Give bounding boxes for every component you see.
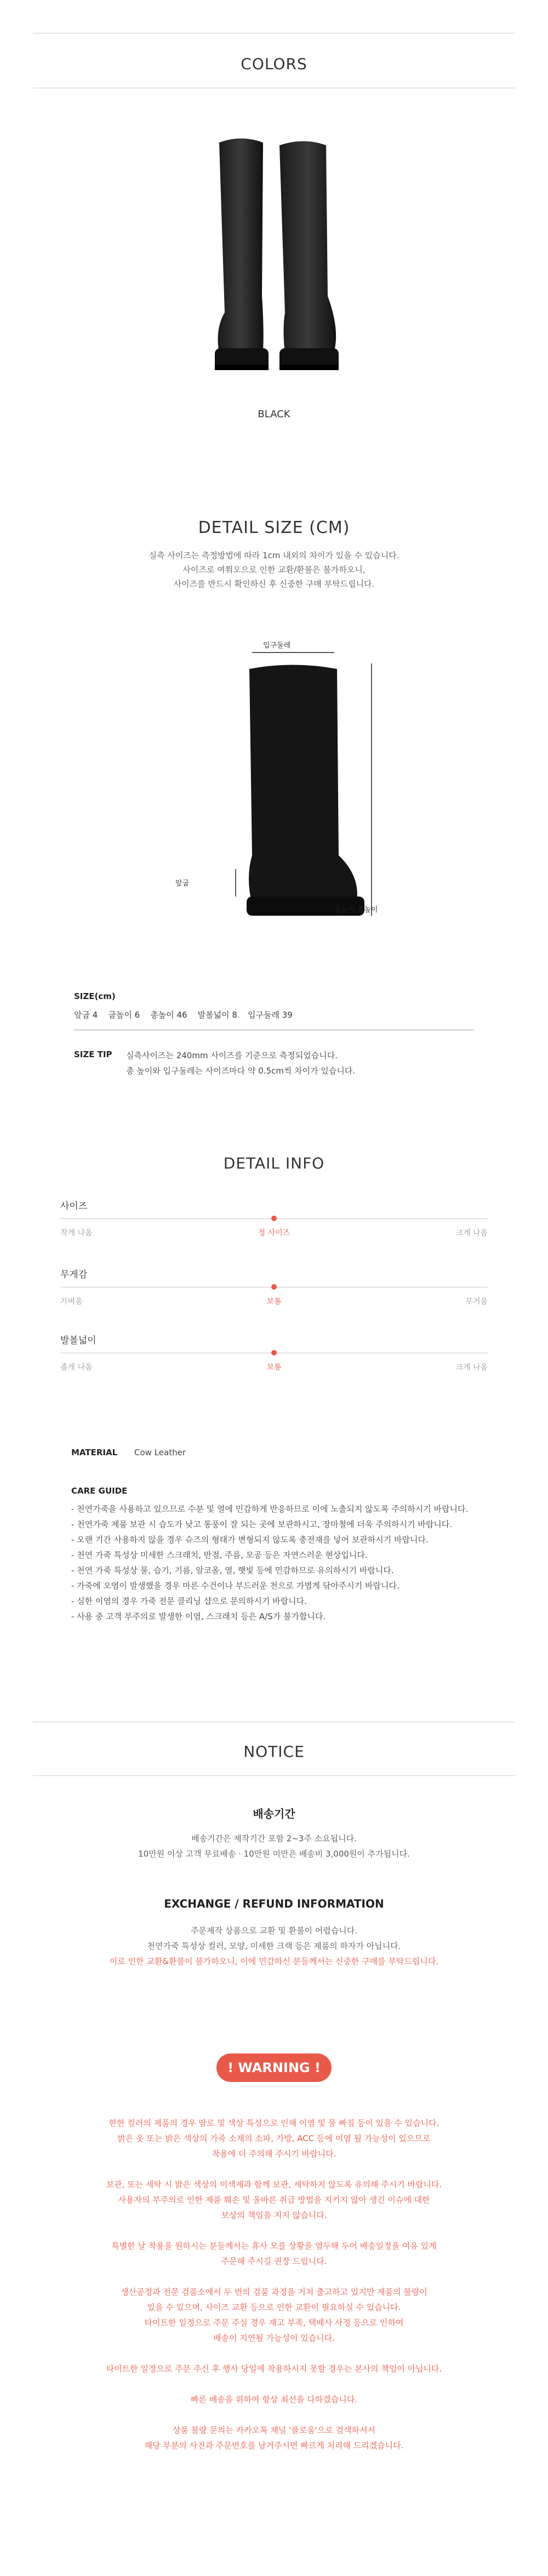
boots-product-image	[203, 132, 345, 378]
warning-line: 상품 불량 문의는 카카오톡 채널 '플로움'으로 검색하셔서	[172, 2425, 376, 2435]
care-item: - 사용 중 고객 부주의로 발생한 이염, 스크래치 등은 A/S가 불가합니다.	[71, 1612, 326, 1621]
diagram-label-top: 입구둘레	[263, 642, 291, 650]
warning-line: 빠른 배송을 위하여 항상 최선을 다하겠습니다.	[191, 2395, 357, 2404]
width-scale-left: 좁게 나옴	[60, 1363, 93, 1372]
warning-line: 특별한 날 착용을 원하시는 분들께서는 휴사 모를 상황을 염두해 두어 배송일정을 여유 있게	[111, 2241, 437, 2251]
warning-line: 보관, 또는 세탁 시 밝은 색상의 미색제과 함께 보관, 세탁하지 않도록 유의해 주시기 바랍니다.	[106, 2180, 442, 2189]
care-guide-list	[71, 1501, 521, 1624]
divider	[33, 1775, 515, 1776]
warning-content	[0, 2115, 548, 2453]
care-item: - 오랜 기간 사용하지 않을 경우 슈즈의 형태가 변형되지 않도록 충전재를 넣어 보관하시기 바랍니다.	[71, 1535, 429, 1545]
size-scale-mid: 정 사이즈	[258, 1229, 290, 1238]
diagram-label-left: 앞굽	[175, 880, 190, 888]
exchange-warning: 이로 인한 교환&환불이 불가하오니, 이에 민감하신 분들께서는 신중한 구매를 부탁드립니다.	[109, 1956, 439, 1966]
colors-title: COLORS	[241, 55, 307, 73]
weight-scale-marker	[271, 1284, 277, 1290]
shipping-line-2: 10만원 이상 고객 무료배송 · 10만원 미만은 배송비 3,000원이 추가됩니다.	[138, 1849, 410, 1859]
warning-line: 있을 수 있으며, 사이즈 교환 등으로 인한 교환이 필요하실 수 있습니다.	[147, 2302, 401, 2312]
diagram-label-right: 굽높이 총높이	[334, 906, 378, 914]
warning-line: 착용에 더 주의해 주시기 바랍니다.	[212, 2149, 336, 2159]
care-guide-title: CARE GUIDE	[71, 1486, 128, 1496]
warning-line: 밝은 옷 또는 밝은 색상의 가죽 소재의 소파, 가방, ACC 등에 이염 될 가능성이 있으므로	[117, 2134, 431, 2143]
exchange-line-2: 천연가죽 특성상 컬러, 모양, 미세한 크랙 등은 제품의 하자가 아닙니다.	[147, 1941, 401, 1951]
weight-scale-right: 무거움	[465, 1297, 488, 1306]
shipping-line-1: 배송기간은 제작기간 포함 2~3주 소요됩니다.	[191, 1834, 357, 1843]
width-scale-right: 크게 나옴	[455, 1363, 488, 1372]
size-note-3: 사이즈를 반드시 확인하신 후 신중한 구매 부탁드립니다.	[173, 579, 375, 589]
size-values: 앞굽 4 굽높이 6 총높이 46 발볼넓이 8 입구둘레 39	[74, 1010, 293, 1020]
warning-badge: ! WARNING !	[216, 2053, 332, 2082]
warning-line: 사용자의 부주의로 인한 제품 훼손 및 올바른 취급 방법을 지키지 않아 생긴 이슈에 대한	[118, 2195, 430, 2205]
warning-line: 배송이 지연될 가능성이 있습니다.	[213, 2333, 335, 2343]
care-item: - 천연가죽 제품 보관 시 습도가 낮고 통풍이 잘 되는 곳에 보관하시고, 장마철에 더욱 주의하시기 바랍니다.	[71, 1519, 453, 1529]
size-diagram	[197, 647, 395, 932]
material-label: MATERIAL	[71, 1448, 118, 1457]
size-tip-line-1: 실측사이즈는 240mm 사이즈를 기준으로 측정되었습니다.	[126, 1051, 338, 1060]
material-value: Cow Leather	[134, 1448, 186, 1457]
warning-line: 주문해 주시길 권장 드립니다.	[221, 2256, 327, 2266]
warning-line: 생산공정과 전문 검품소에서 두 번의 검품 과정을 거쳐 출고하고 있지만 제품의 불량이	[121, 2287, 427, 2297]
size-scale-right: 크게 나옴	[455, 1229, 488, 1238]
width-scale-marker	[271, 1350, 277, 1355]
warning-line: 한한 컬러의 제품의 경우 땀로 및 색상 특성으로 인해 이염 및 물 빠짐 등이 있을 수 있습니다.	[109, 2118, 439, 2128]
size-tip-label: SIZE TIP	[74, 1049, 112, 1059]
care-item: - 심한 이염의 경우 가죽 전문 클리닝 샵으로 문의하시기 바랍니다.	[71, 1596, 307, 1606]
care-item: - 천연 가죽 특성상 미세한 스크래치, 반점, 주름, 모공 등은 자연스러운 현상입니다.	[71, 1550, 368, 1560]
care-item: - 천연 가죽 특성상 물, 습기, 기름, 알코올, 열, 햇빛 등에 민감하므로 유의하시기 바랍니다.	[71, 1565, 394, 1575]
size-scale-marker	[271, 1216, 277, 1221]
detail-info-title: DETAIL INFO	[223, 1154, 325, 1172]
detail-size-title: DETAIL SIZE (CM)	[198, 518, 350, 537]
care-item: - 가죽에 오염이 발생했을 경우 마른 수건이나 부드러운 천으로 가볍게 닦아주시기 바랍니다.	[71, 1581, 399, 1591]
weight-scale-left: 가벼움	[60, 1297, 83, 1306]
notice-title: NOTICE	[243, 1743, 305, 1761]
size-tip-line-2: 총 높이와 입구둘레는 사이즈마다 약 0.5cm씩 차이가 있습니다.	[126, 1066, 356, 1076]
info-row-weight-label: 무게감	[60, 1269, 88, 1280]
info-row-size-label: 사이즈	[60, 1201, 88, 1212]
size-note-2: 사이즈로 여쭤오으로 인한 교환/환불은 불가하오니,	[182, 565, 366, 575]
size-heading: SIZE(cm)	[74, 991, 116, 1001]
size-scale-left: 작게 나옴	[60, 1229, 93, 1238]
shipping-title: 배송기간	[253, 1807, 295, 1820]
info-row-width-label: 발볼넓이	[60, 1335, 96, 1346]
size-note-1: 실측 사이즈는 측정방법에 따라 1cm 내외의 차이가 있을 수 있습니다.	[149, 551, 399, 560]
warning-line: 해당 부분의 사진과 주문번호를 남겨주시면 빠르게 처리해 드리겠습니다.	[144, 2441, 404, 2450]
weight-scale-mid: 보통	[266, 1297, 282, 1306]
exchange-line-1: 주문제작 상품으로 교환 및 환불이 어렵습니다.	[191, 1926, 357, 1936]
width-scale-mid: 보통	[266, 1363, 282, 1372]
care-item: - 천연가죽을 사용하고 있으므로 수분 및 열에 민감하게 반응하므로 이에 노출되지 않도록 주의하시기 바랍니다.	[71, 1504, 469, 1514]
color-name: BLACK	[258, 408, 290, 420]
warning-line: 타이트한 일정으로 주문 주신 후 행사 당일에 착용하시지 못할 경우는 본사의 책임이 아닙니다.	[106, 2364, 442, 2374]
warning-line: 보상의 책임을 지지 않습니다.	[221, 2210, 327, 2220]
exchange-title: EXCHANGE / REFUND INFORMATION	[164, 1897, 384, 1910]
warning-line: 타이트한 일정으로 주문 주실 경우 재고 부족, 택배사 사정 등으로 인하여	[144, 2318, 404, 2328]
